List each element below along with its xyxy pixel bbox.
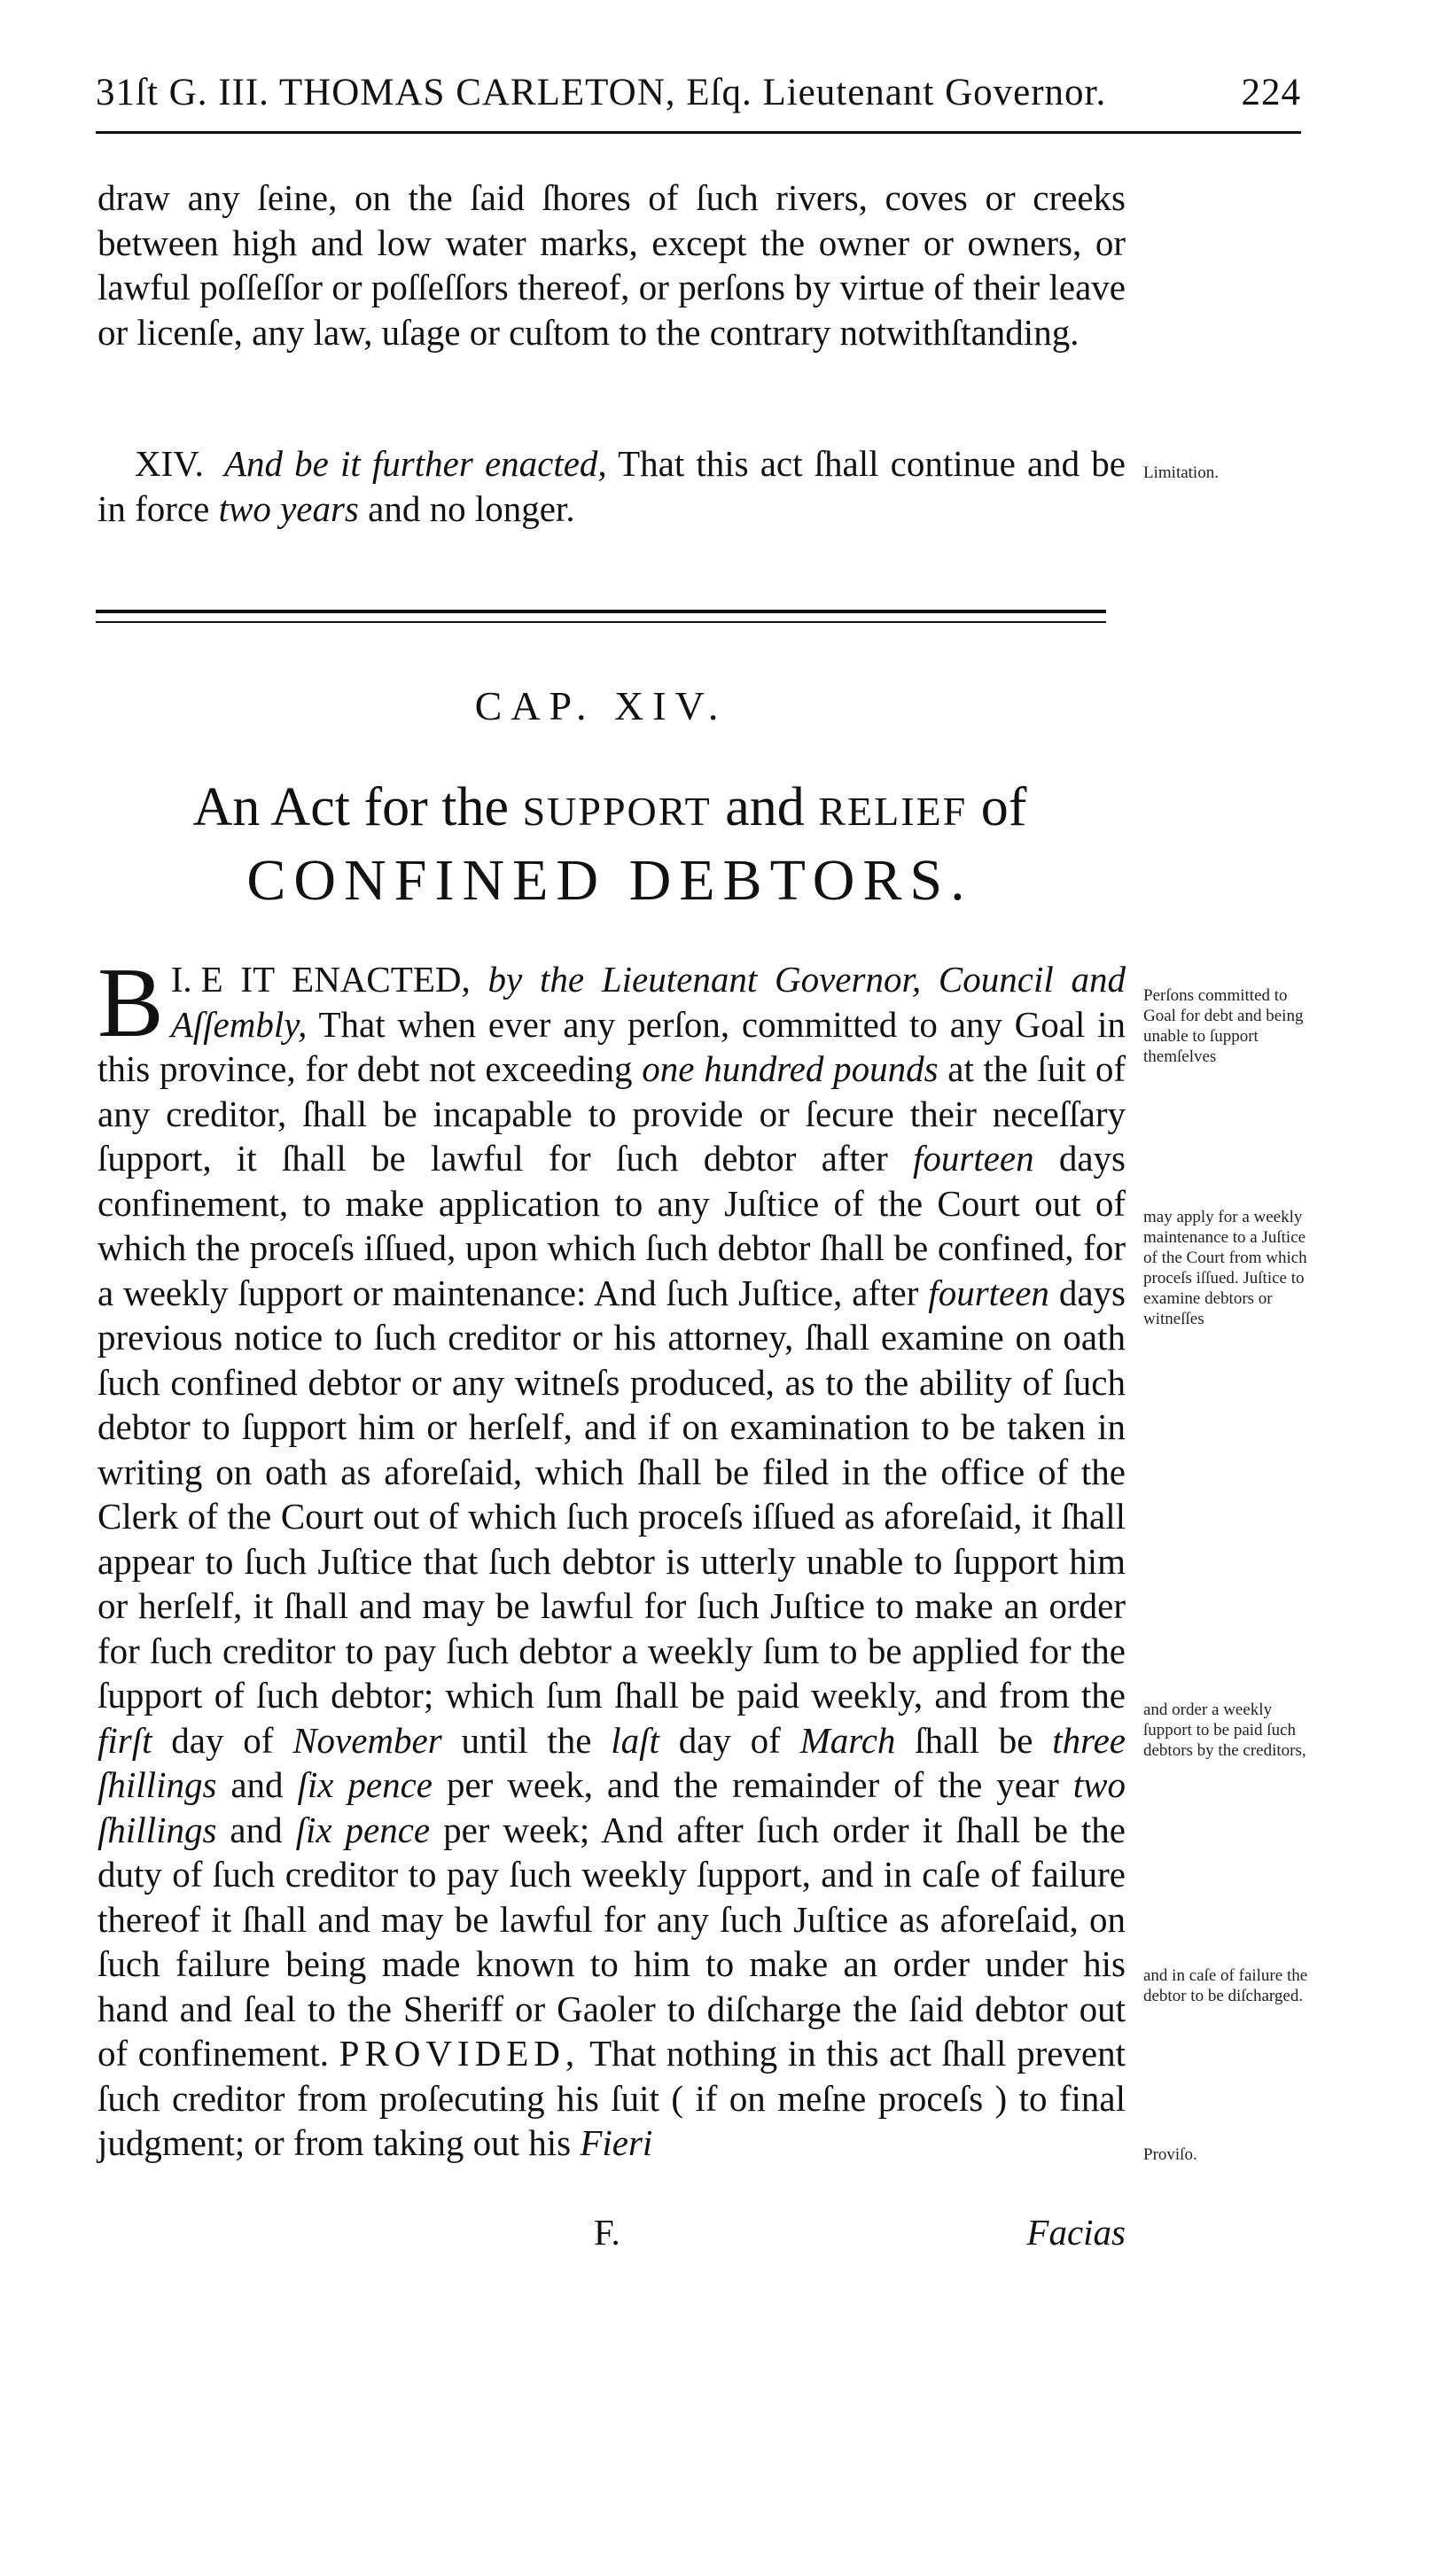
sidenote-persons-committed: Perſons committed to Goal for debt and being unable to ſupport themſelves xyxy=(1143,986,1304,1066)
by-clause: by the Lieutenant Governor, Council and Aſſembly, xyxy=(170,959,1126,1045)
text-run: That when ever any perſon, committed to any Goal in this province, for debt not exceeding xyxy=(97,1003,1126,1089)
sidenote-may-apply: may apply for a weekly maintenance to a Juſtice of the Court from which proceſs iſſued. Juſtice to examine debtors or witneſſes xyxy=(1143,1208,1307,1328)
italic-run: fourteen xyxy=(912,1138,1034,1179)
text-run: day of xyxy=(171,1719,274,1761)
provided-caps: PROVIDED, xyxy=(339,2033,581,2074)
running-head-title: 31ſt G. III. THOMAS CARLETON, Eſq. Lieutenant Governor. xyxy=(96,72,1107,113)
title-relief: RELIEF xyxy=(818,789,968,834)
catchword: Facias xyxy=(1026,2212,1126,2253)
running-head xyxy=(96,71,1301,114)
signature-mark: F. xyxy=(594,2212,620,2253)
text-run: per week, and the remainder of the year xyxy=(446,1764,1059,1805)
italic-run: firſt xyxy=(97,1719,152,1761)
chapter-heading: CAP. XIV. xyxy=(474,683,728,728)
italic-run: three ſhillings xyxy=(97,1719,1126,1805)
sidenote-limitation: Limitation. xyxy=(1143,463,1219,482)
title-part-a: An Act for the xyxy=(192,777,510,837)
catchword-line xyxy=(97,2211,1126,2255)
section-i-paragraph xyxy=(97,948,1126,2166)
italic-run: Fieri xyxy=(580,2122,653,2163)
text-run: per week; And after ſuch order it ſhall be the duty of ſuch creditor to pay ſuch weekly ſupport, and in caſe of failure thereof it ſhall and may be lawful for any ſuch Juſtice as aforeſaid, on ſuch failure being made known to him to make an order under his hand and ſeal to the Sheriff or Gaoler to diſcharge the ſaid debtor out of confinement. xyxy=(97,1809,1126,2074)
italic-run: two ſhillings xyxy=(97,1764,1126,1850)
double-rule xyxy=(96,610,1106,623)
enacting-clause: And be it further enacted, xyxy=(223,443,607,484)
text-run: day of xyxy=(678,1719,781,1761)
text-run: and xyxy=(230,1809,283,1850)
italic-run: March xyxy=(799,1719,896,1761)
text-run: days confinement, to make application to any Juſtice of the Court out of which the proceſs iſſued, upon which ſuch debtor ſhall be confined, for a weekly ſupport or maintenance: And ſuch Juſtice, after xyxy=(97,1138,1126,1313)
text-run: until the xyxy=(461,1719,592,1761)
text-run: That nothing in this act ſhall prevent ſuch creditor from proſecuting his ſuit ( if on meſne proceſs ) to final judgment; or from taking out his xyxy=(97,2033,1126,2163)
italic-run: ſix pence xyxy=(297,1764,433,1805)
italic-run: November xyxy=(292,1719,442,1761)
section-xiv-text-b: and no longer. xyxy=(368,487,575,529)
text-run: at the ſuit of any creditor, ſhall be incapable to provide or ſecure their neceſſary ſupport, it ſhall be lawful for ſuch debtor after xyxy=(97,1048,1126,1179)
sidenote-and-order: and order a weekly ſupport to be paid ſuch debtors by the creditors, xyxy=(1143,1700,1306,1760)
italic-run: laſt xyxy=(611,1719,659,1761)
title-support: SUPPORT xyxy=(522,789,712,834)
drop-cap: B xyxy=(97,948,164,1058)
section-number: XIV. xyxy=(135,443,204,484)
text-run: days previous notice to ſuch creditor or his attorney, ſhall examine on oath ſuch confined debtor or any witneſs produced, as to the ability of ſuch debtor to ſupport him or herſelf, and if on examination to be taken in writing on oath as aforeſaid, which ſhall be filed in the office of the Clerk of the Court out of which ſuch proceſs iſſued as aforeſaid, it ſhall appear to ſuch Juſtice that ſuch debtor is utterly unable to ſupport him or herſelf, it ſhall and may be lawful for ſuch Juſtice to make an order for ſuch creditor to pay ſuch debtor a weekly ſum to be applied for the ſupport of ſuch debtor; which ſum ſhall be paid weekly, and from the xyxy=(97,1272,1126,1716)
italic-run: one hundred pounds xyxy=(642,1048,939,1089)
continuation-paragraph xyxy=(97,175,1126,354)
opening-caps: E IT ENACTED, xyxy=(200,959,471,1000)
title-and: and xyxy=(725,777,805,837)
section-xiv-paragraph xyxy=(97,441,1126,531)
page-number: 224 xyxy=(1241,72,1301,113)
continuation-text: draw any ſeine, on the ſaid ſhores of ſuch rivers, coves or creeks between high and low water marks, except the owner or owners, or lawful poſſeſſor or poſſeſſors thereof, or perſons by virtue of their leave or licenſe, any law, uſage or cuſtom to the contrary notwithſtanding. xyxy=(97,177,1126,353)
section-xiv xyxy=(97,441,1126,531)
sidenote-failure: and in caſe of failure the debtor to be diſcharged. xyxy=(1143,1966,1308,2005)
sidenote-proviso: Proviſo. xyxy=(1143,2145,1197,2164)
text-run: and xyxy=(230,1764,284,1805)
section-i xyxy=(97,948,1126,2166)
section-xiv-text-a: That this act ſhall continue and be in force xyxy=(97,443,1126,529)
italic-run: ſix pence xyxy=(295,1809,431,1850)
header-rule xyxy=(96,131,1301,134)
italic-run: fourteen xyxy=(928,1272,1049,1313)
duration: two years xyxy=(218,487,359,529)
act-title xyxy=(96,773,1124,915)
title-of: of xyxy=(980,777,1027,837)
text-run: ſhall be xyxy=(915,1719,1033,1761)
title-line-2: CONFINED DEBTORS. xyxy=(246,848,973,913)
section-i-number: I. xyxy=(170,959,192,1000)
